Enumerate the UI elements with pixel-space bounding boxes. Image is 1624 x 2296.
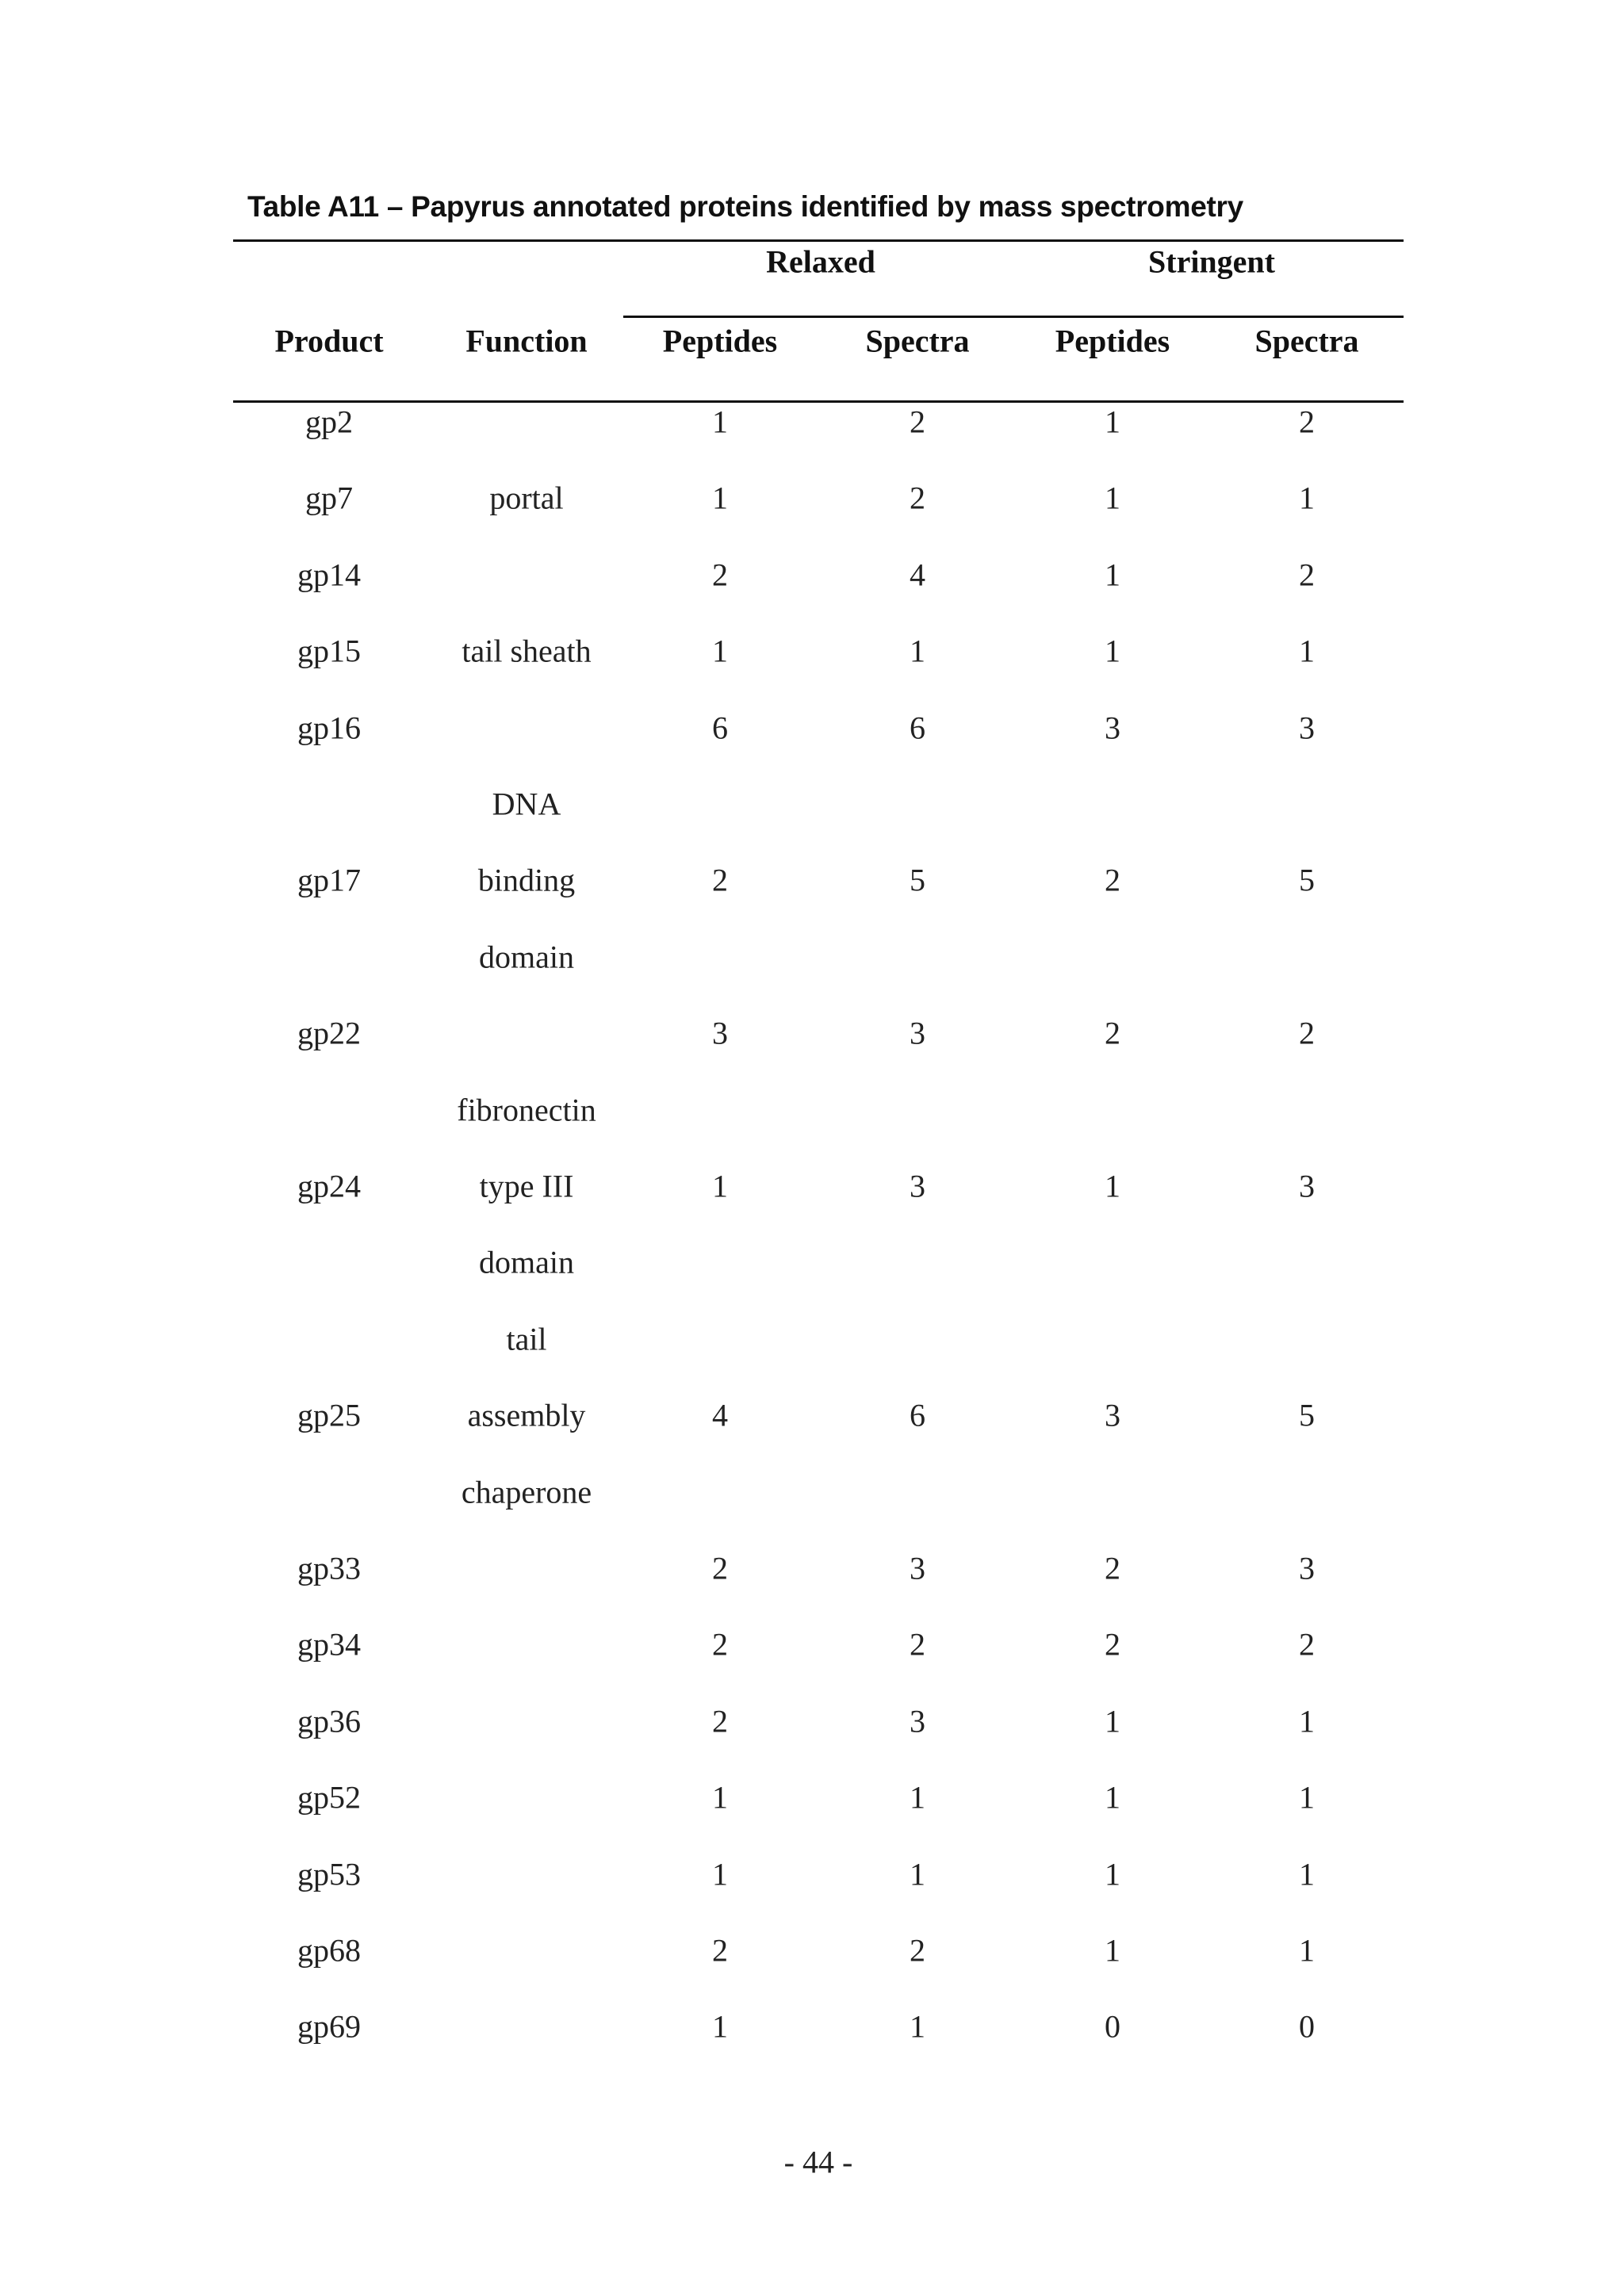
value-cell: 2 <box>910 404 925 440</box>
product-cell: gp22 <box>297 1015 361 1051</box>
value-cell: 6 <box>910 710 925 746</box>
value-cell: 6 <box>712 710 728 746</box>
value-cell: 3 <box>1299 710 1315 746</box>
value-cell: 1 <box>1299 633 1315 669</box>
value-cell: 2 <box>910 1626 925 1663</box>
value-cell: 3 <box>910 1703 925 1739</box>
value-cell: 5 <box>1299 862 1315 898</box>
value-cell: 1 <box>1105 1856 1120 1892</box>
value-cell: 1 <box>910 1779 925 1816</box>
product-cell: gp33 <box>297 1550 361 1586</box>
value-cell: 0 <box>1105 2008 1120 2045</box>
value-cell: 2 <box>712 1932 728 1969</box>
function-cell: tail <box>506 1321 547 1357</box>
value-cell: 1 <box>1105 633 1120 669</box>
value-cell: 1 <box>1105 480 1120 516</box>
column-header: Product <box>274 323 384 359</box>
product-cell: gp14 <box>297 557 361 593</box>
value-cell: 2 <box>1299 1015 1315 1051</box>
value-cell: 1 <box>712 480 728 516</box>
function-cell: assembly <box>467 1397 586 1433</box>
value-cell: 2 <box>712 557 728 593</box>
value-cell: 2 <box>1105 1626 1120 1663</box>
value-cell: 3 <box>910 1015 925 1051</box>
product-cell: gp16 <box>297 710 361 746</box>
value-cell: 2 <box>712 862 728 898</box>
value-cell: 1 <box>1299 1856 1315 1892</box>
value-cell: 1 <box>1299 480 1315 516</box>
value-cell: 1 <box>1105 1779 1120 1816</box>
function-cell: binding <box>477 862 576 898</box>
value-cell: 1 <box>712 1856 728 1892</box>
value-cell: 4 <box>910 557 925 593</box>
value-cell: 3 <box>1105 1397 1120 1433</box>
value-cell: 2 <box>1299 557 1315 593</box>
value-cell: 1 <box>712 633 728 669</box>
group-header: Relaxed <box>766 243 875 280</box>
function-cell: portal <box>489 480 564 516</box>
value-cell: 2 <box>712 1626 728 1663</box>
value-cell: 2 <box>910 480 925 516</box>
value-cell: 1 <box>712 1779 728 1816</box>
function-cell: tail sheath <box>462 633 592 669</box>
function-cell: domain <box>479 1244 574 1280</box>
value-cell: 1 <box>910 1856 925 1892</box>
value-cell: 4 <box>712 1397 728 1433</box>
value-cell: 1 <box>1105 1168 1120 1204</box>
value-cell: 1 <box>910 633 925 669</box>
column-header: Spectra <box>865 323 970 359</box>
value-cell: 3 <box>712 1015 728 1051</box>
value-cell: 1 <box>712 1168 728 1204</box>
function-cell: fibronectin <box>457 1092 596 1128</box>
value-cell: 1 <box>1299 1703 1315 1739</box>
value-cell: 3 <box>910 1168 925 1204</box>
function-cell: domain <box>479 939 574 975</box>
value-cell: 2 <box>1105 1550 1120 1586</box>
product-cell: gp53 <box>297 1856 361 1892</box>
column-header: Peptides <box>1055 323 1170 359</box>
value-cell: 2 <box>1299 404 1315 440</box>
product-cell: gp68 <box>297 1932 361 1969</box>
product-cell: gp7 <box>305 480 353 516</box>
value-cell: 2 <box>712 1703 728 1739</box>
table-caption: Table A11 – Papyrus annotated proteins identified by mass spectrometry <box>247 190 1243 223</box>
page-number: - 44 - <box>783 2144 853 2180</box>
product-cell: gp34 <box>297 1626 361 1663</box>
value-cell: 1 <box>1105 404 1120 440</box>
value-cell: 0 <box>1299 2008 1315 2045</box>
value-cell: 5 <box>1299 1397 1315 1433</box>
product-cell: gp25 <box>297 1397 361 1433</box>
value-cell: 3 <box>1105 710 1120 746</box>
function-cell: chaperone <box>461 1474 592 1510</box>
group-header: Stringent <box>1148 243 1275 280</box>
value-cell: 1 <box>1105 1703 1120 1739</box>
product-cell: gp69 <box>297 2008 361 2045</box>
product-cell: gp24 <box>297 1168 361 1204</box>
value-cell: 1 <box>1105 1932 1120 1969</box>
product-cell: gp2 <box>305 404 353 440</box>
value-cell: 3 <box>1299 1168 1315 1204</box>
value-cell: 1 <box>1299 1932 1315 1969</box>
value-cell: 1 <box>910 2008 925 2045</box>
table-group-rule <box>623 316 1404 318</box>
value-cell: 2 <box>1299 1626 1315 1663</box>
column-header: Function <box>465 323 588 359</box>
function-cell: type III <box>479 1168 574 1204</box>
product-cell: gp15 <box>297 633 361 669</box>
value-cell: 2 <box>1105 862 1120 898</box>
value-cell: 1 <box>712 404 728 440</box>
value-cell: 1 <box>1105 557 1120 593</box>
value-cell: 6 <box>910 1397 925 1433</box>
value-cell: 3 <box>1299 1550 1315 1586</box>
table-header-rule <box>233 400 1404 403</box>
product-cell: gp52 <box>297 1779 361 1816</box>
column-header: Peptides <box>662 323 778 359</box>
value-cell: 2 <box>910 1932 925 1969</box>
value-cell: 2 <box>1105 1015 1120 1051</box>
value-cell: 1 <box>712 2008 728 2045</box>
value-cell: 2 <box>712 1550 728 1586</box>
value-cell: 1 <box>1299 1779 1315 1816</box>
column-header: Spectra <box>1254 323 1359 359</box>
value-cell: 5 <box>910 862 925 898</box>
table-top-rule <box>233 239 1404 242</box>
product-cell: gp17 <box>297 862 361 898</box>
function-cell: DNA <box>492 786 561 822</box>
value-cell: 3 <box>910 1550 925 1586</box>
product-cell: gp36 <box>297 1703 361 1739</box>
